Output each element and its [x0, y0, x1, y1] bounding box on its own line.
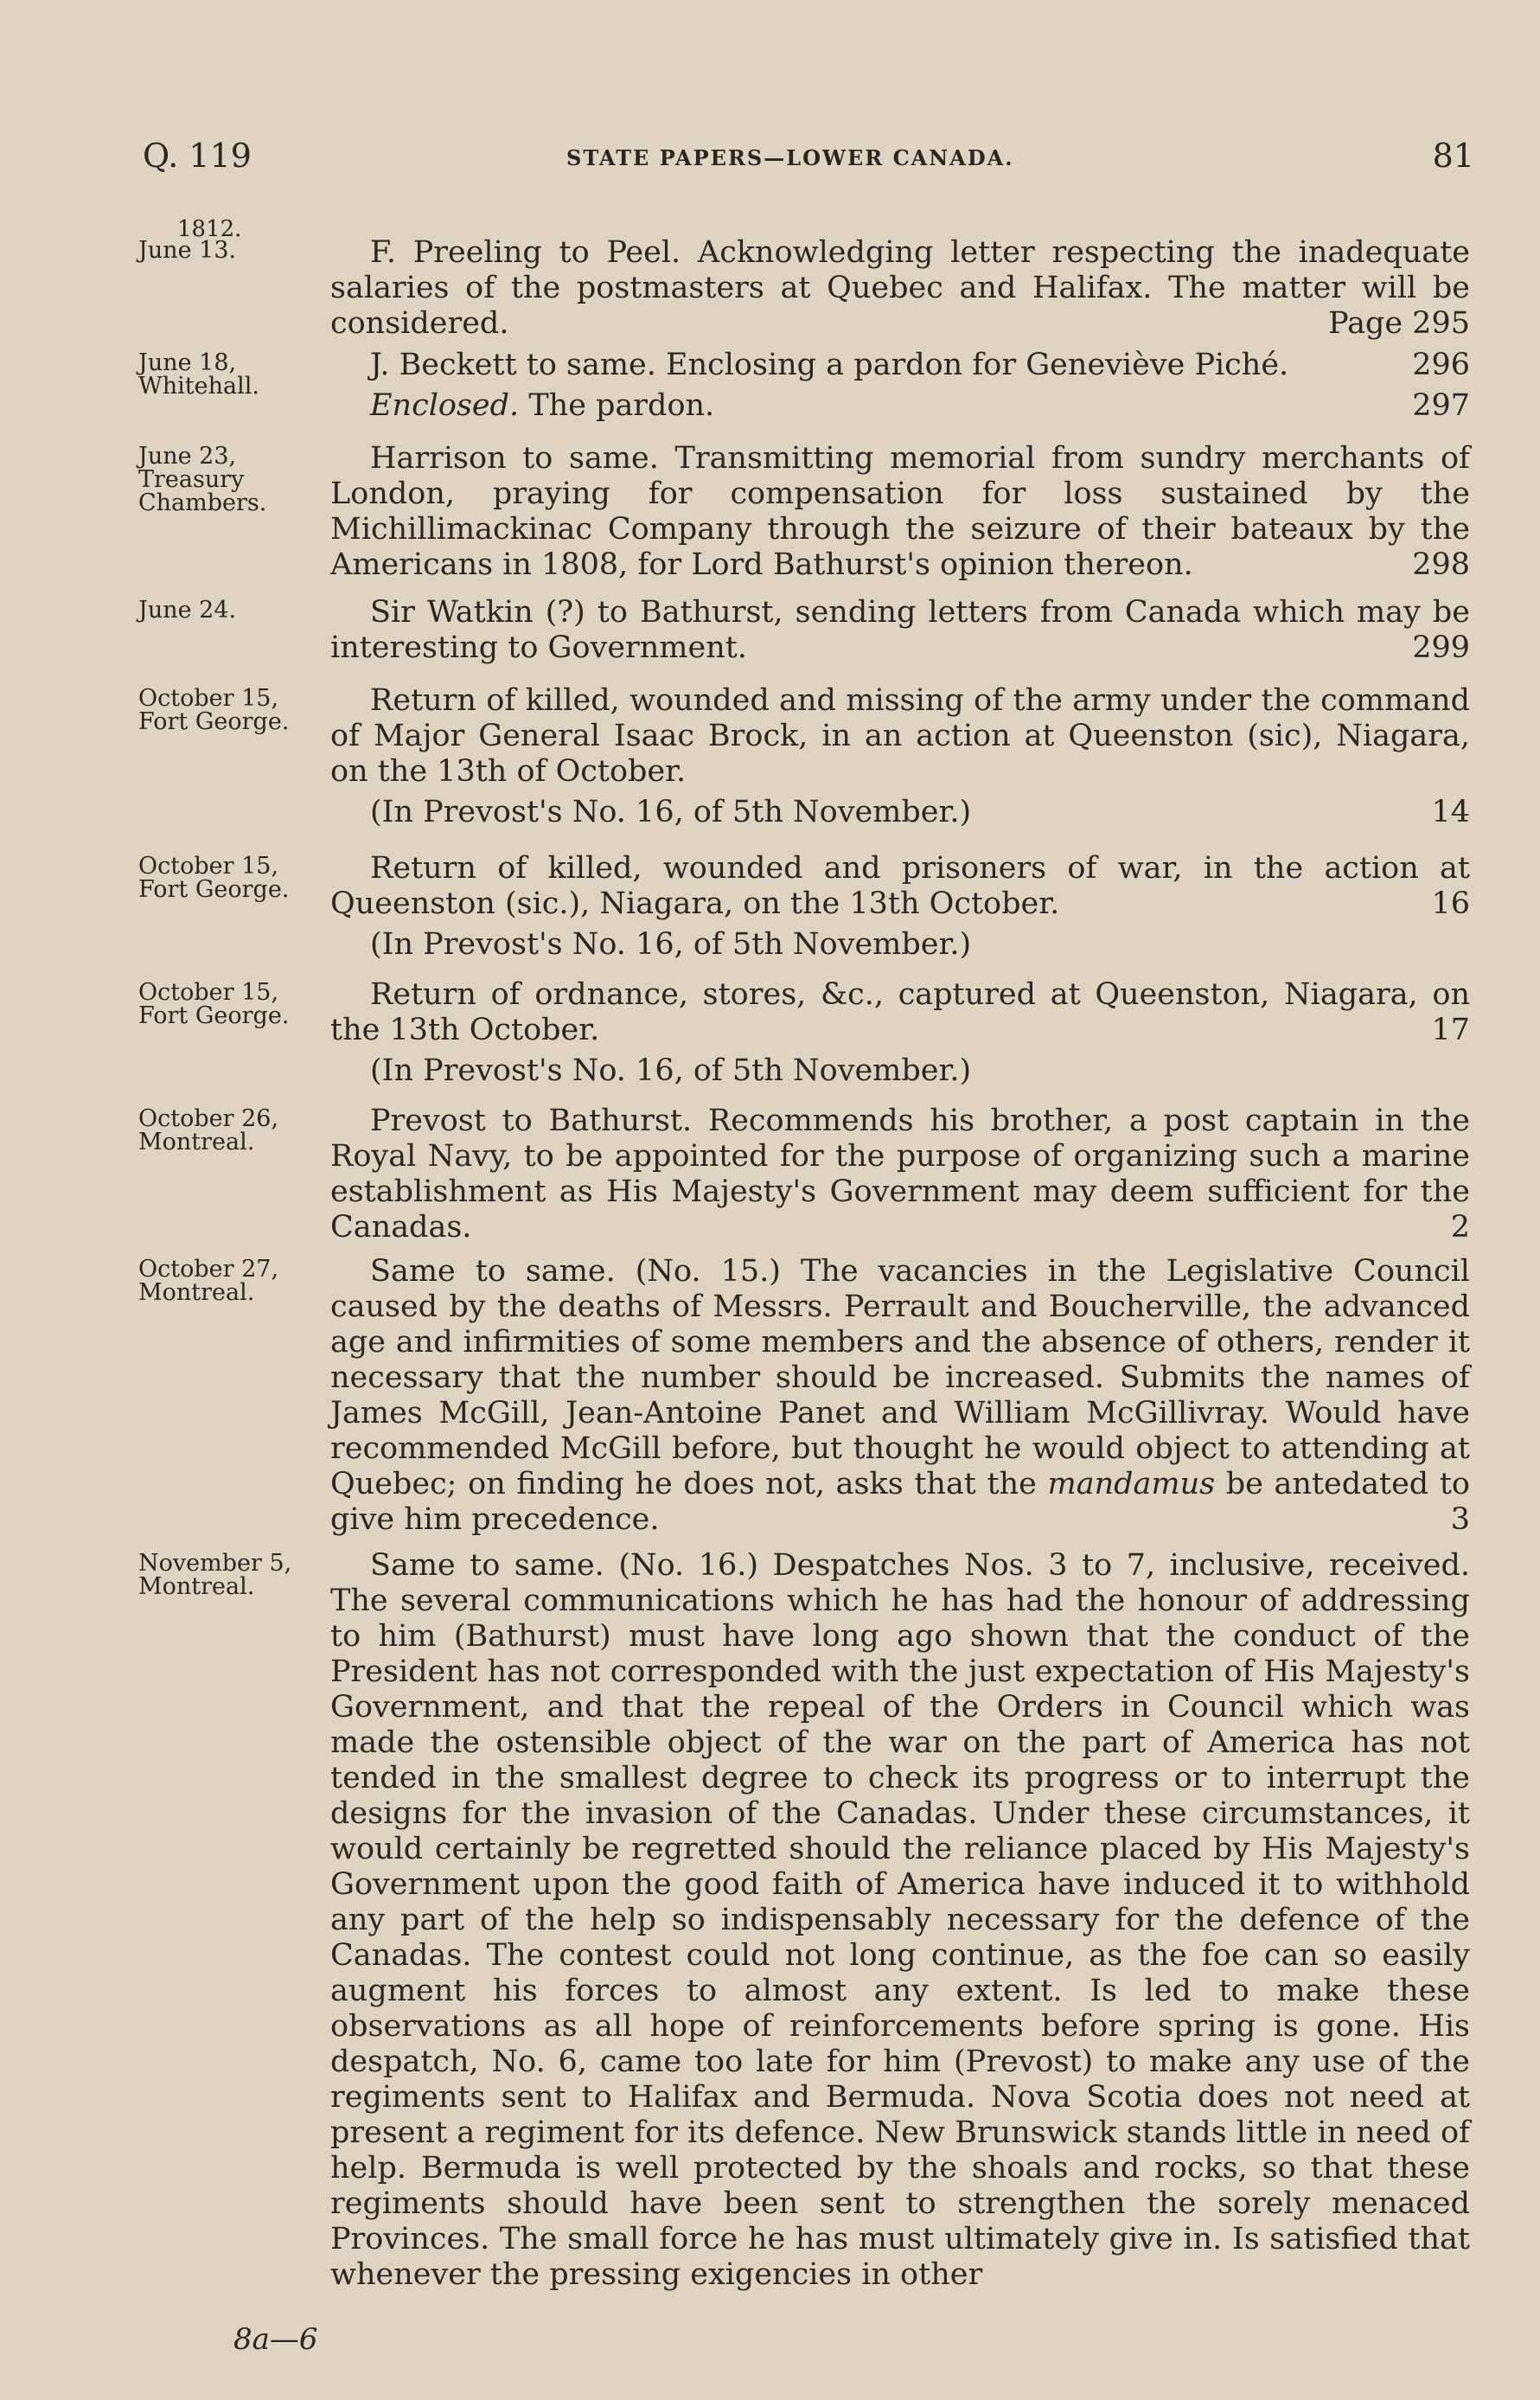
entry-page-ref: 16	[1431, 886, 1470, 921]
signature-mark: 8a—6	[233, 2322, 318, 2357]
entry-body	[330, 595, 1470, 666]
entry-body	[330, 1104, 1470, 1245]
running-title: STATE PAPERS—LOWER CANADA.	[566, 145, 1014, 170]
entry-page-ref: 17	[1431, 1013, 1470, 1047]
entry-body	[330, 851, 1470, 963]
entry-date: October 15, Fort George.	[138, 685, 290, 735]
entry-page-ref: 2	[1450, 1210, 1470, 1245]
entry-text: Same to same. (No. 15.) The vacancies in the Legislative Council caused by the deaths of Messrs. Perrault and Boucherville, the advanced age and infirmities of some members and the absence of others, render it necessary that the number should be increased. Submits the names of James McGill, Jean-Antoine Panet and William McGillivray. Would have recommended McGill before, but thought he would object to attending at Quebec; on finding he does not, asks that the	[330, 1254, 1470, 1501]
entry-body	[330, 235, 1470, 342]
entry-text: Sir Watkin (?) to Bathurst, sending letters from Canada which may be interesting to Government.	[330, 595, 1470, 665]
entry-page-ref: 298	[1412, 547, 1470, 582]
entry-body	[330, 683, 1470, 830]
entry-date: June 18, Whitehall.	[138, 349, 259, 400]
entry-text: Return of ordnance, stores, &c., captured at Queenston, Niagara, on the 13th October.	[330, 977, 1470, 1047]
volume-reference: Q. 119	[143, 137, 252, 175]
entry-body	[330, 1548, 1470, 2293]
enclosed-text: The pardon.	[528, 388, 715, 423]
entry-page-ref: 3	[1450, 1502, 1470, 1537]
entry-note: (In Prevost's No. 16, of 5th November.)	[370, 1053, 972, 1088]
entry-text: F. Preeling to Peel. Acknowledging letter respecting the inadequate salaries of the postmasters at Quebec and Halifax. The matter will be considered.	[330, 235, 1470, 341]
year-label: 1812.	[177, 216, 242, 242]
entry-date: June 13.	[138, 237, 237, 264]
enclosure-line	[330, 388, 1470, 424]
entry-page-ref: Page 295	[1328, 306, 1470, 341]
enclosed-label: Enclosed.	[370, 388, 520, 423]
entry-date: October 15, Fort George.	[138, 853, 290, 903]
page-number: 81	[1432, 137, 1474, 175]
entry-page-ref: 297	[1412, 388, 1470, 423]
entry-body	[330, 977, 1470, 1089]
entry-note: (In Prevost's No. 16, of 5th November.)	[370, 795, 972, 829]
entry-text: Return of killed, wounded and missing of the army under the command of Major General Isaac Brock, in an action at Queenston (sic), Niagara, on the 13th of October.	[330, 683, 1470, 789]
entry-body	[330, 1254, 1470, 1538]
entry-text: Prevost to Bathurst. Recommends his brother, a post captain in the Royal Navy, to be appointed for the purpose of organizing such a marine establishment as His Majesty's Government may deem sufficient for the Canadas.	[330, 1104, 1470, 1245]
entry-date: October 27, Montreal.	[138, 1256, 279, 1306]
entry-text: Harrison to same. Transmitting memorial from sundry merchants of London, praying for compensation for loss sustained by the Michillimackinac Company through the seizure of their bateaux by the Americans in 1808, for Lord Bathurst's opinion thereon.	[330, 441, 1470, 582]
entry-italic-term: mandamus	[1047, 1467, 1216, 1501]
entry-page-ref: 296	[1412, 348, 1470, 382]
entry-date: June 24.	[138, 597, 237, 624]
entry-note: (In Prevost's No. 16, of 5th November.)	[370, 927, 972, 962]
entry-text: J. Beckett to same. Enclosing a pardon for Geneviève Piché.	[370, 348, 1289, 382]
entry-date: October 15, Fort George.	[138, 979, 290, 1029]
entry-text: Return of killed, wounded and prisoners of war, in the action at Queenston (sic.), Niagara, on the 13th October.	[330, 851, 1470, 921]
entry-text: Same to same. (No. 16.) Despatches Nos. 3 to 7, inclusive, received. The several communications which he has had the honour of addressing to him (Bathurst) must have long ago shown that the conduct of the President has not corresponded with the just expectation of His Majesty's Government, and that the repeal of the Orders in Council which was made the ostensible object of the war on the part of America has not tended in the smallest degree to check its progress or to interrupt the designs for the invasion of the Canadas. Under these circumstances, it would certainly be regretted should the reliance placed by His Majesty's Government upon the good faith of America have induced it to withhold any part of the help so indispensably necessary for the defence of the Canadas. The contest could not long continue, as the foe can so easily augment his forces to almost any extent. Is led to make these observations as all hope of reinforcements before spring is gone. His despatch, No. 6, came too late for him (Prevost) to make any use of the regiments sent to Halifax and Bermuda. Nova Scotia does not need at present a regiment for its defence. New Brunswick stands little in need of help. Bermuda is well protected by the shoals and rocks, so that these regiments should have been sent to strengthen the sorely menaced Provinces. The small force he has must ultimately give in. Is satisfied that whenever the pressing exigencies in other	[330, 1548, 1470, 2292]
entry-body	[330, 441, 1470, 583]
entry-page-ref: 299	[1412, 630, 1470, 665]
entry-body	[330, 348, 1470, 424]
page-header	[143, 137, 1474, 189]
entry-date: November 5, Montreal.	[138, 1550, 292, 1600]
entry-text-end: be antedated to give him precedence.	[330, 1467, 1470, 1537]
entry-date: June 23, Treasury Chambers.	[138, 443, 267, 516]
entry-date: October 26, Montreal.	[138, 1105, 279, 1155]
entry-page-ref: 14	[1431, 795, 1470, 829]
